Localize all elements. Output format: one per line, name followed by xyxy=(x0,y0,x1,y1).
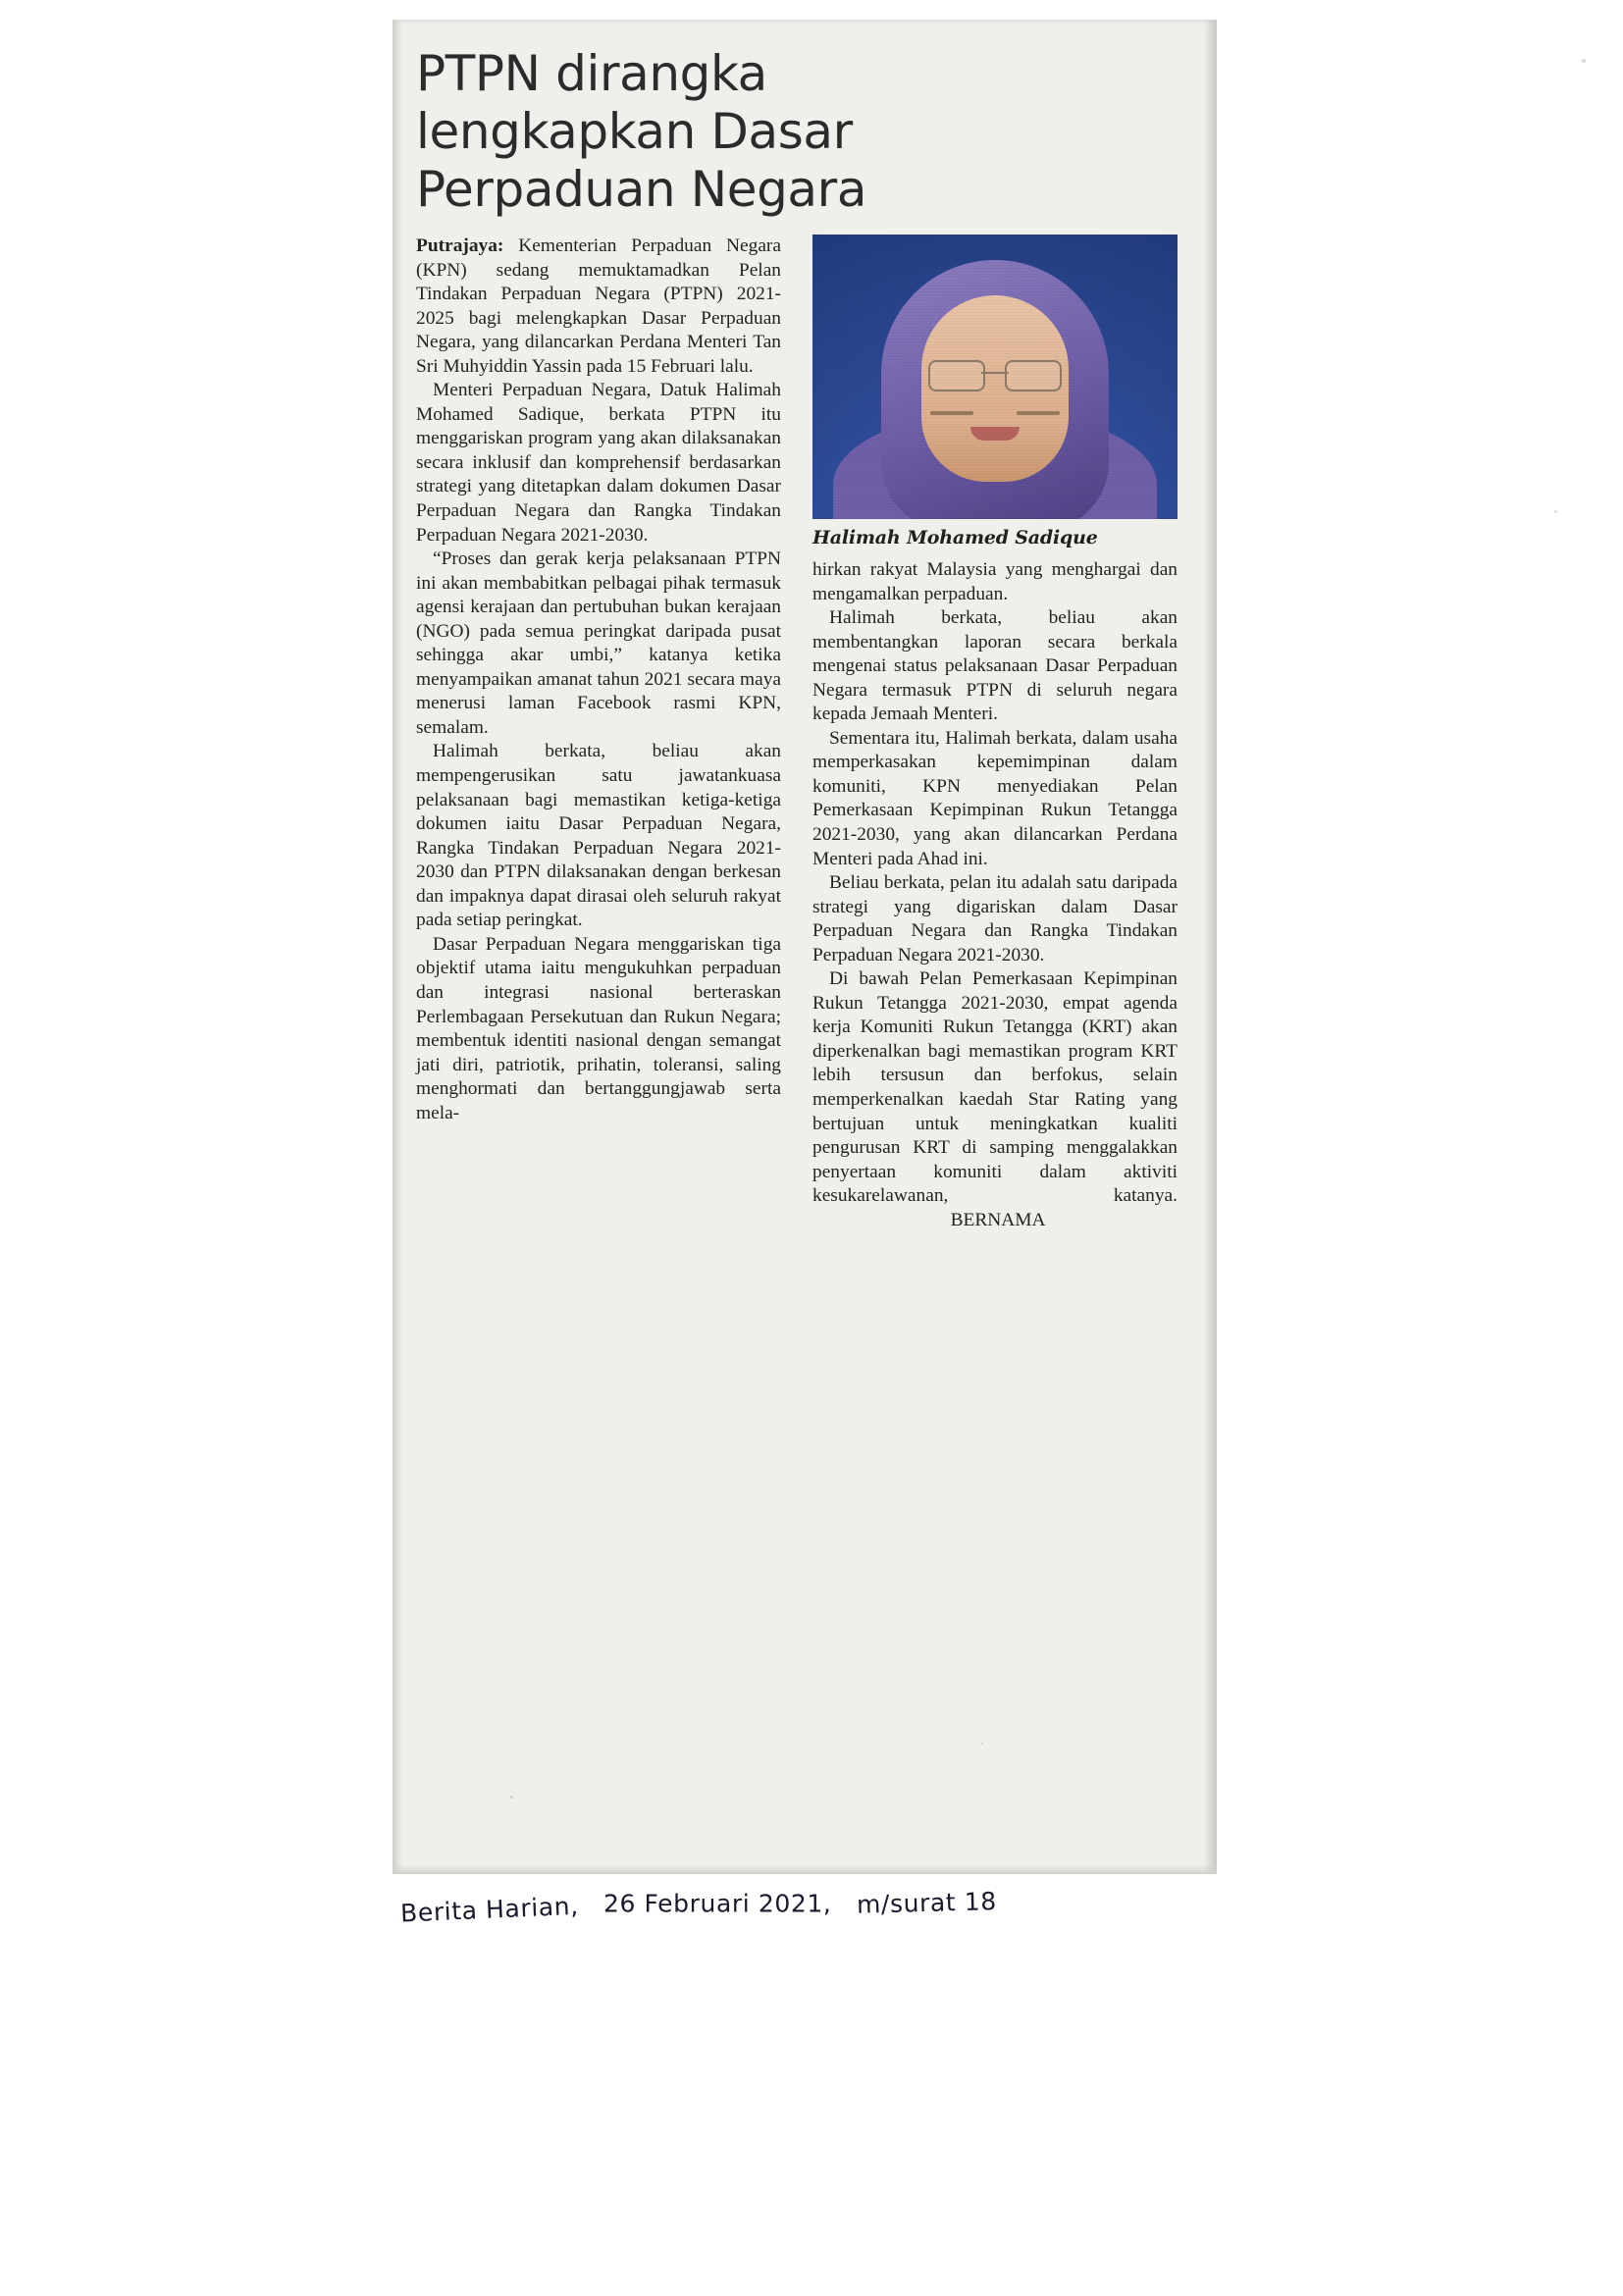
column-right xyxy=(812,558,1178,1232)
handnote-date: 26 Februari 2021, xyxy=(603,1889,832,1918)
page-speck xyxy=(1554,510,1557,513)
page-title xyxy=(416,45,1103,219)
scan-speck xyxy=(981,1743,983,1745)
paragraph: Beliau berkata, pelan itu adalah satu daripada strategi yang digariskan dalam Dasar Perpaduan Negara dan Rangka Tindakan Perpaduan Negara 2021-2030. xyxy=(812,872,1178,965)
scan-edge-left xyxy=(393,20,402,1874)
paragraph xyxy=(416,235,781,379)
scan-edge-bottom xyxy=(393,1864,1217,1874)
column-left xyxy=(416,235,781,1125)
paragraph-text: Kementerian Perpaduan Negara (KPN) sedang memuktamadkan Pelan Tindakan Perpaduan Negara (PTPN) 2021-2025 bagi melengkapkan Dasar Perpaduan Negara, yang dilancarkan Perdana Menteri Tan Sri Muhyiddin Yassin pada 15 Februari lalu. xyxy=(416,235,781,377)
paragraph-text: Di bawah Pelan Pemerkasaan Kepimpinan Rukun Tetangga 2021-2030, empat agenda kerja Komuniti Rukun Tetangga (KRT) akan diperkenalkan bagi memastikan program KRT lebih tersusun dan berfokus, selain memperkenalkan kaedah Star Rating yang bertujuan untuk meningkatkan kualiti pengurusan KRT di samping menggalakkan penyertaan komuniti dalam aktiviti kesukarelawanan, katanya. xyxy=(812,968,1178,1207)
headline-line-1: PTPN dirangka xyxy=(416,45,767,102)
byline: BERNAMA xyxy=(950,1209,1046,1230)
photo-halftone-grain xyxy=(812,235,1178,519)
paragraph: “Proses dan gerak kerja pelaksanaan PTPN ini akan membabitkan pelbagai pihak termasuk agensi kerajaan dan pertubuhan bukan kerajaan (NGO) pada semua peringkat daripada pusat sehingga akar umbi,” katanya ketika menyampaikan amanat tahun 2021 secara maya menerusi laman Facebook rasmi KPN, semalam. xyxy=(416,548,781,738)
paragraph xyxy=(812,967,1178,1232)
paragraph: Sementara itu, Halimah berkata, dalam usaha memperkasakan kepemimpinan dalam komuniti, KPN menyediakan Pelan Pemerkasaan Kepimpinan Rukun Tetangga 2021-2030, yang akan dilancarkan Perdana Menteri pada Ahad ini. xyxy=(812,727,1178,869)
article-body xyxy=(416,235,1195,1687)
portrait-photo xyxy=(812,235,1178,519)
handnote-page: m/surat 18 xyxy=(857,1887,998,1919)
paragraph: Halimah berkata, beliau akan membentangkan laporan secara berkala mengenai status pelaksanaan Dasar Perpaduan Negara termasuk PTPN di seluruh negara kepada Jemaah Menteri. xyxy=(812,607,1178,725)
paragraph: Menteri Perpaduan Negara, Datuk Halimah Mohamed Sadique, berkata PTPN itu menggariskan program yang akan dilaksanakan secara inklusif dan komprehensif berdasarkan strategi yang ditetapkan dalam dokumen Dasar Perpaduan Negara dan Rangka Tindakan Perpaduan Negara 2021-2030. xyxy=(416,380,781,546)
paragraph: hirkan rakyat Malaysia yang menghargai dan mengamalkan perpaduan. xyxy=(812,559,1178,604)
dateline: Putrajaya: xyxy=(416,235,504,256)
headline-line-2: lengkapkan Dasar xyxy=(416,103,853,160)
newspaper-clipping xyxy=(393,20,1217,1874)
scan-edge-top xyxy=(393,20,1217,26)
headline-line-3: Perpaduan Negara xyxy=(416,161,867,218)
paragraph: Halimah berkata, beliau akan mempengerusikan satu jawatankuasa pelaksanaan bagi memastikan ketiga-ketiga dokumen iaitu Dasar Perpaduan Negara, Rangka Tindakan Perpaduan Negara 2021-2030 dan PTPN dilaksanakan dengan berkesan dan impaknya dapat dirasai oleh seluruh rakyat pada setiap peringkat. xyxy=(416,741,781,931)
clipping-content xyxy=(416,45,1195,1858)
photo-caption: Halimah Mohamed Sadique xyxy=(812,527,1098,548)
handwritten-source-note xyxy=(400,1887,998,1926)
paragraph: Dasar Perpaduan Negara menggariskan tiga objektif utama iaitu mengukuhkan perpaduan dan integrasi nasional berteraskan Perlembagaan Persekutuan dan Rukun Negara; membentuk identiti nasional dengan semangat jati diri, patriotik, prihatin, toleransi, saling menghormati dan bertanggungjawab serta mela- xyxy=(416,933,781,1123)
handnote-publication: Berita Harian, xyxy=(399,1891,580,1928)
page-speck xyxy=(1582,59,1586,63)
scan-speck xyxy=(510,1796,513,1799)
scan-edge-right xyxy=(1203,20,1217,1874)
photo-block xyxy=(812,235,1178,548)
